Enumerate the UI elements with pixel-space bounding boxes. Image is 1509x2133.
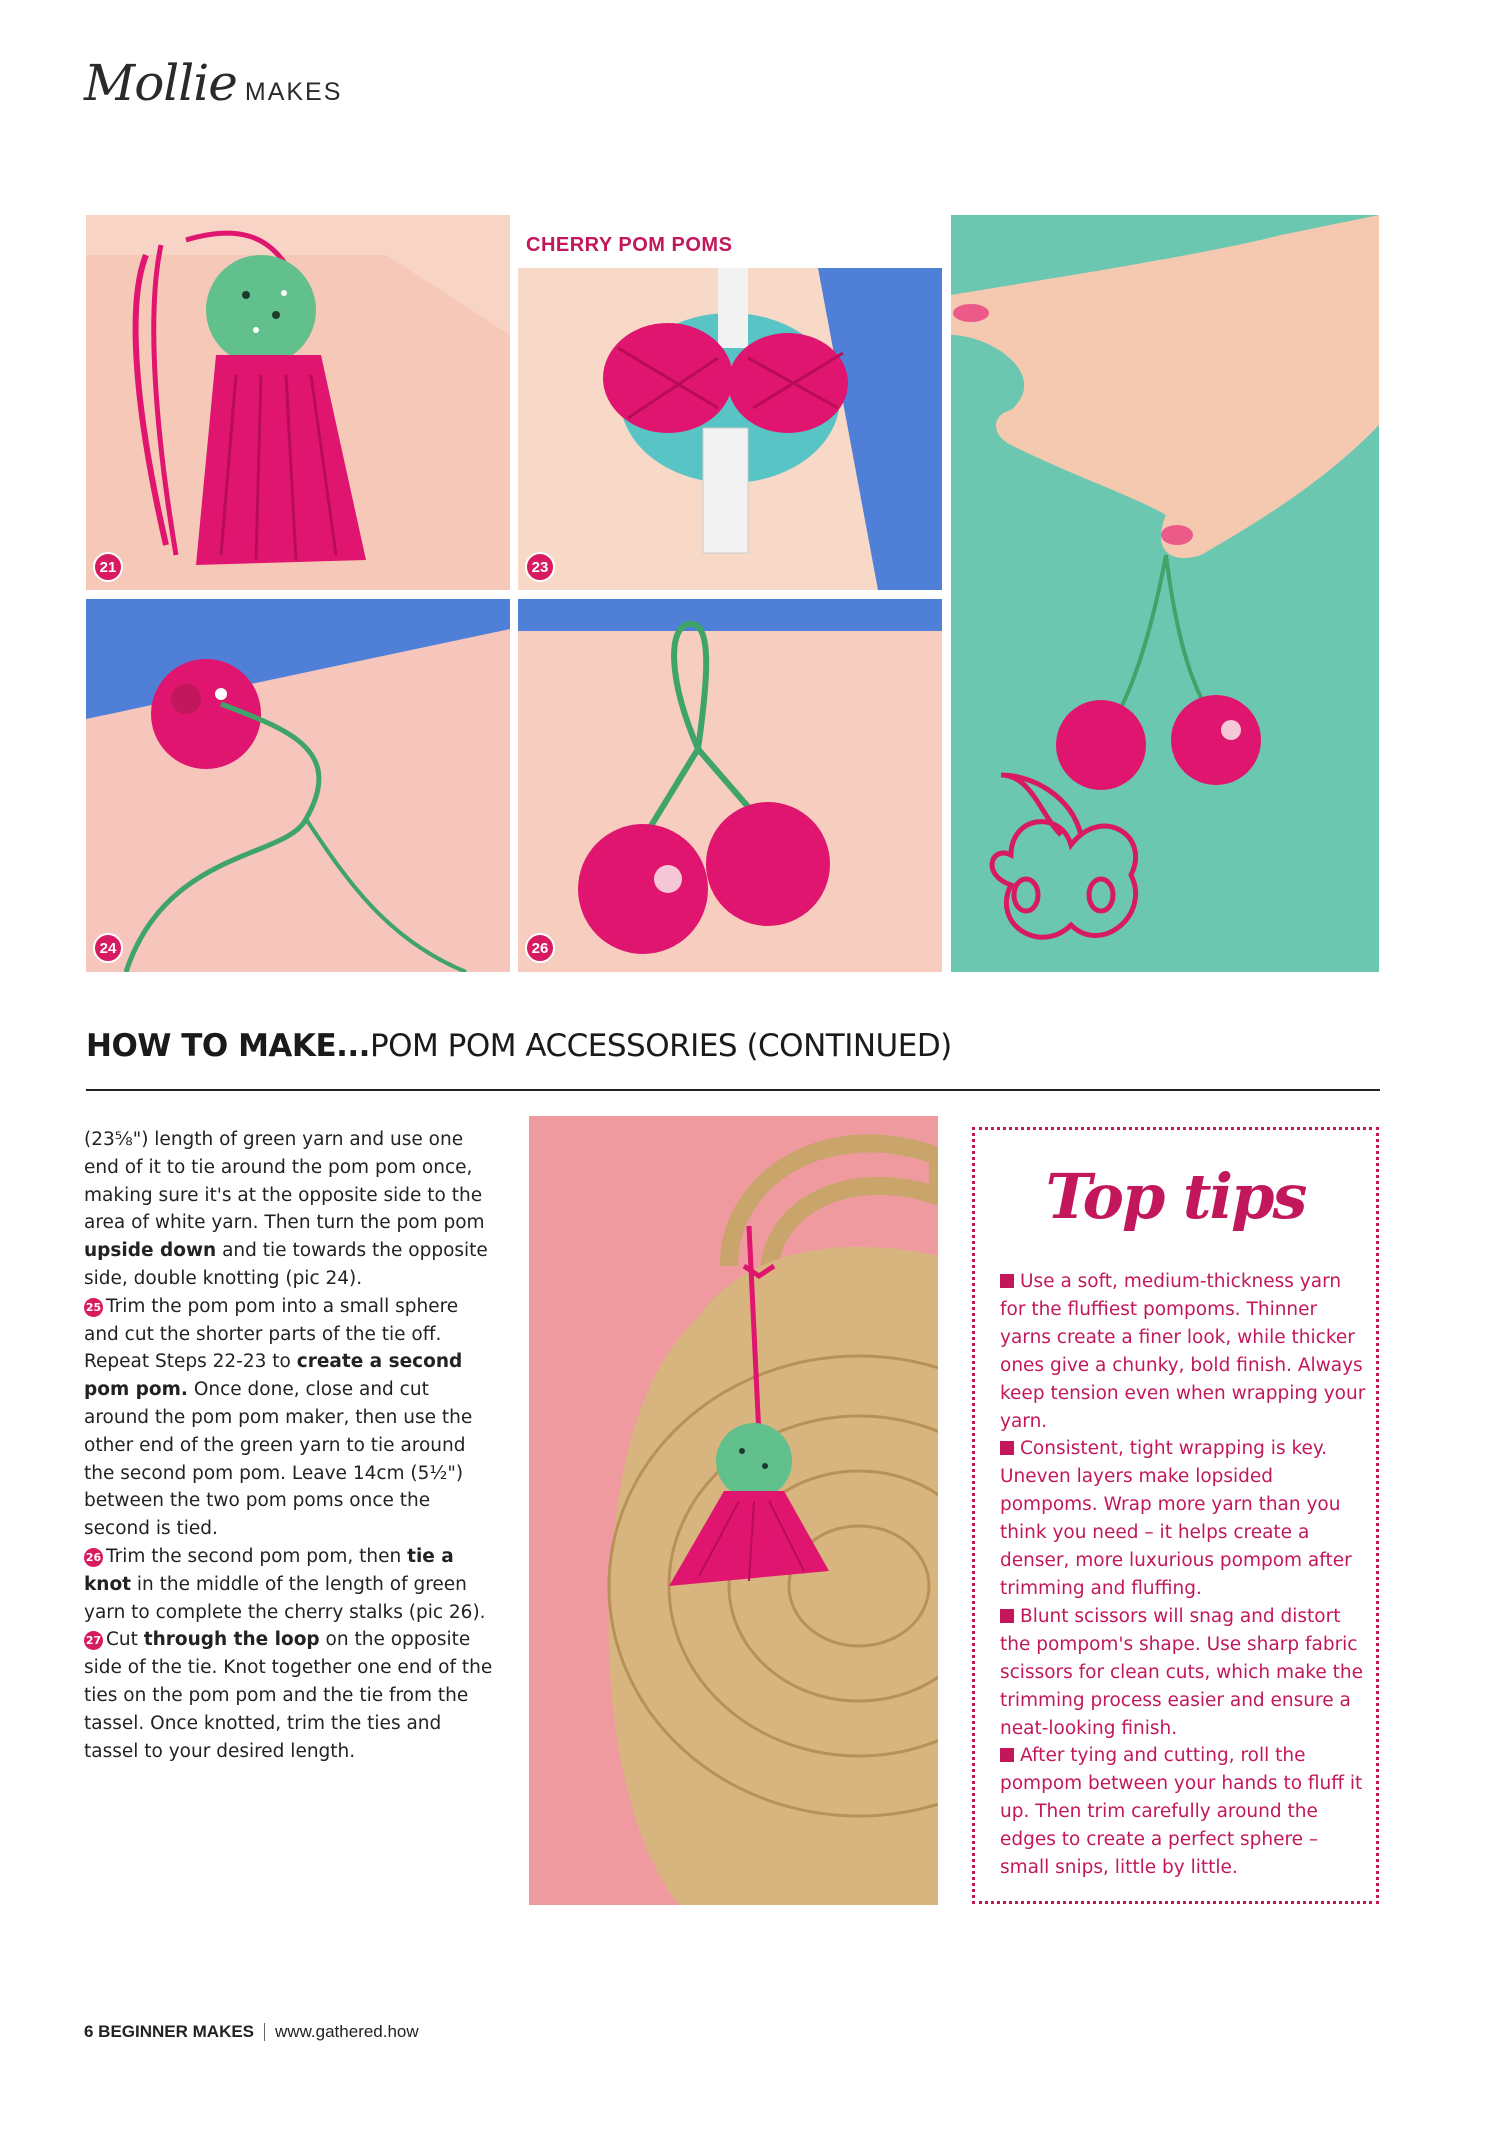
tip-text: Consistent, tight wrapping is key. Uneven layers make lopsided pompoms. Wrap more yarn than you think you need – it helps create a denser, more luxurious pompom after trimming and fluffing. [1000, 1438, 1352, 1599]
bullet-square-icon [1000, 1441, 1014, 1455]
photo-step-23 [518, 268, 942, 590]
body-p2a: Trim the pom pom into a small sphere and cut the shorter parts of the tie off. Repeat Steps 22-23 to [84, 1295, 459, 1373]
body-p4c: on the opposite side of the tie. Knot together one end of the ties on the pom pom and the tie from the tassel. Once knotted, trim the ties and tassel to your desired length. [84, 1629, 493, 1762]
top-tips-box [972, 1127, 1379, 1904]
step-badge-21: 21 [93, 552, 123, 582]
footer-url-link[interactable]: www.gathered.how [275, 2022, 419, 2041]
tip-item [1000, 1742, 1366, 1882]
cherry-pom-poms-title: CHERRY POM POMS [526, 234, 733, 256]
instructions-text [84, 1126, 494, 1765]
tip-text: Use a soft, medium-thickness yarn for the fluffiest pompoms. Thinner yarns create a finer look, while thicker ones give a chunky, bold finish. Always keep tension even when wrapping your yarn. [1000, 1271, 1366, 1432]
logo-script: Mollie [84, 54, 237, 112]
section-heading-rest: POM POM ACCESSORIES (CONTINUED) [369, 1028, 952, 1064]
body-p1a: (23⅝") length of green yarn and use one end of it to tie around the pom pom once, making sure it's at the opposite side to the area of white yarn. Then turn the pom pom [84, 1129, 485, 1234]
logo-makes: MAKES [244, 78, 343, 106]
bullet-square-icon [1000, 1748, 1014, 1762]
photo-step-21 [86, 215, 510, 590]
page-footer [84, 2022, 419, 2042]
photo-step-24 [86, 599, 510, 972]
bullet-square-icon [1000, 1609, 1014, 1623]
body-p3c: in the middle of the length of green yarn to complete the cherry stalks (pic 26). [84, 1573, 486, 1623]
section-heading-bold: HOW TO MAKE... [86, 1028, 370, 1064]
step-number-27: 27 [84, 1631, 103, 1650]
step-badge-26: 26 [525, 933, 555, 963]
top-tips-title: Top tips [1045, 1160, 1306, 1233]
body-p4b: through the loop [143, 1629, 320, 1651]
step-number-26: 26 [84, 1548, 103, 1567]
body-p3a: Trim the second pom pom, then [106, 1545, 408, 1567]
step-badge-23: 23 [525, 552, 555, 582]
photo-step-26 [518, 599, 942, 972]
step-badge-24: 24 [93, 933, 123, 963]
body-p2c: Once done, close and cut around the pom pom maker, then use the other end of the green yarn to tie around the second pom pom. Leave 14cm (5½") between the two pom poms once the second is tied. [84, 1379, 473, 1540]
tip-item [1000, 1603, 1366, 1743]
body-p4a: Cut [106, 1629, 144, 1651]
section-heading [86, 1028, 1380, 1064]
magazine-logo [84, 54, 342, 112]
body-p3b: tie a knot [84, 1545, 454, 1595]
tips-list [1000, 1268, 1366, 1882]
tip-text: Blunt scissors will snag and distort the pompom's shape. Use sharp fabric scissors for clean cuts, which make the trimming process easier and ensure a neat-looking finish. [1000, 1605, 1363, 1739]
photo-straw-bag [529, 1116, 938, 1905]
tip-text: After tying and cutting, roll the pompom between your hands to fluff it up. Then trim carefully around the edges to create a perfect sphere – small snips, little by little. [1000, 1745, 1363, 1879]
body-p1c: and tie towards the opposite side, double knotting (pic 24). [84, 1240, 488, 1289]
section-divider [86, 1089, 1380, 1091]
footer-page-label: 6 BEGINNER MAKES [84, 2022, 255, 2041]
body-p2b: create a second pom pom. [84, 1351, 463, 1401]
tip-item [1000, 1435, 1366, 1602]
bullet-square-icon [1000, 1274, 1014, 1288]
body-p1b: upside down [84, 1240, 217, 1262]
footer-separator [264, 2023, 265, 2041]
step-number-25: 25 [84, 1298, 103, 1317]
photo-hand-cherries [951, 215, 1379, 972]
tip-item [1000, 1268, 1366, 1435]
